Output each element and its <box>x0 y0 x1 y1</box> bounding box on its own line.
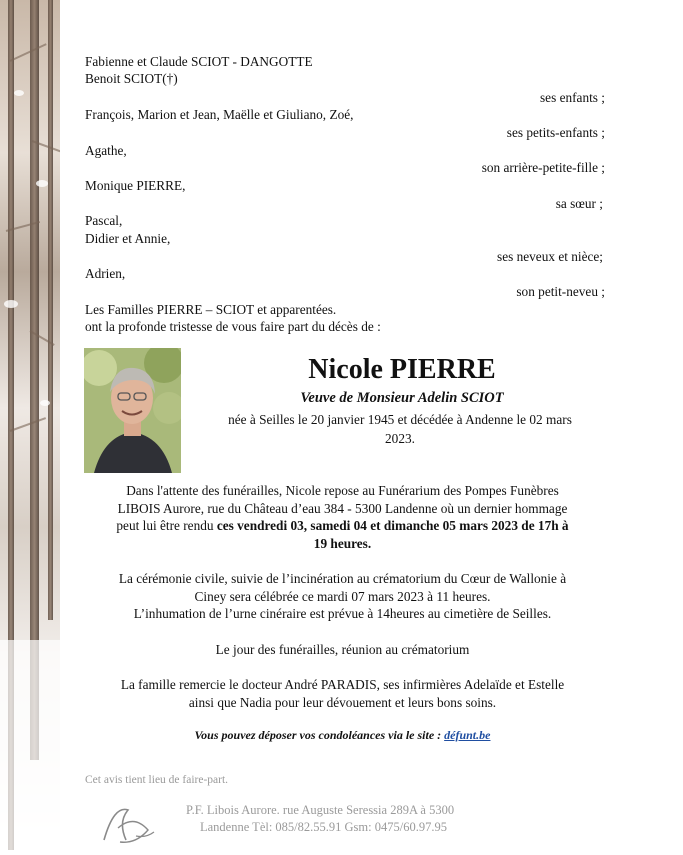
announcement-line: ont la profonde tristesse de vous faire part du décès de : <box>85 319 381 334</box>
ceremony-line-1: La cérémonie civile, suivie de l’incinération au crématorium du Cœur de Wallonie à <box>118 571 567 586</box>
great-grandchild-label: son arrière-petite-fille ; <box>481 160 605 175</box>
burial-line: L’inhumation de l’urne cinéraire est prévue à 14heures au cimetière de Seilles. <box>133 606 552 621</box>
sister-name: Monique PIERRE, <box>85 178 186 193</box>
dates-line-1: née à Seilles le 20 janvier 1945 et décédée à Andenne le 02 mars <box>228 412 572 427</box>
visiting-hours-end: 19 heures. <box>313 536 372 551</box>
dates-line-2: 2023. <box>385 431 415 446</box>
sister-label: sa sœur ; <box>555 196 603 211</box>
visiting-hours-line <box>80 517 605 534</box>
footer-contact: Landenne Tèl: 085/82.55.91 Gsm: 0475/60.97.95 <box>200 820 447 834</box>
ceremony-line-2: Ciney sera célébrée ce mardi 07 mars 2023 à 11 heures. <box>194 589 491 604</box>
portrait-photo <box>84 348 181 473</box>
condolences-site-link[interactable]: défunt.be <box>444 728 491 742</box>
grandnephew-label: son petit-neveu ; <box>516 284 605 299</box>
deceased-name: Nicole PIERRE <box>308 354 496 385</box>
footer-address: P.F. Libois Aurore. rue Auguste Seressia 289A à 5300 <box>186 803 455 817</box>
family-line-1: Fabienne et Claude SCIOT - DANGOTTE <box>85 54 313 69</box>
nephews-label: ses neveux et nièce; <box>497 249 603 264</box>
nephew-name-2: Didier et Annie, <box>85 231 171 246</box>
children-label: ses enfants ; <box>540 90 605 105</box>
grandnephew-name: Adrien, <box>85 266 126 281</box>
nephew-name-1: Pascal, <box>85 213 123 228</box>
funeral-home-logo <box>96 800 158 850</box>
winter-trees-border <box>0 0 60 850</box>
widow-line: Veuve de Monsieur Adelin SCIOT <box>300 390 504 406</box>
grandchildren-label: ses petits-enfants ; <box>506 125 605 140</box>
grandchildren-names: François, Marion et Jean, Maëlle et Giuliano, Zoé, <box>85 107 354 122</box>
thanks-line-2: ainsi que Nadia pour leur dévouement et leurs bons soins. <box>188 695 497 710</box>
condolences-line <box>80 727 605 744</box>
condolences-text: Vous pouvez déposer vos condoléances via le site : <box>194 728 442 742</box>
visiting-hours-intro: peut lui être rendu <box>116 518 217 533</box>
families-line: Les Familles PIERRE – SCIOT et apparentées. <box>85 302 337 317</box>
funeral-home-line-2: LIBOIS Aurore, rue du Château d’eau 384 - 5300 Landenne où un dernier hommage <box>117 501 568 516</box>
great-grandchild-name: Agathe, <box>85 143 127 158</box>
visiting-hours-dates: ces vendredi 03, samedi 04 et dimanche 05 mars 2023 de 17h à <box>216 518 569 533</box>
funeral-home-line-1: Dans l'attente des funérailles, Nicole repose au Funérarium des Pompes Funèbres <box>126 483 559 498</box>
gathering-line: Le jour des funérailles, réunion au crématorium <box>215 642 470 657</box>
family-line-2: Benoit SCIOT(†) <box>85 71 178 86</box>
thanks-line-1: La famille remercie le docteur André PARADIS, ses infirmières Adelaïde et Estelle <box>120 677 565 692</box>
notice-line: Cet avis tient lieu de faire-part. <box>85 774 229 786</box>
